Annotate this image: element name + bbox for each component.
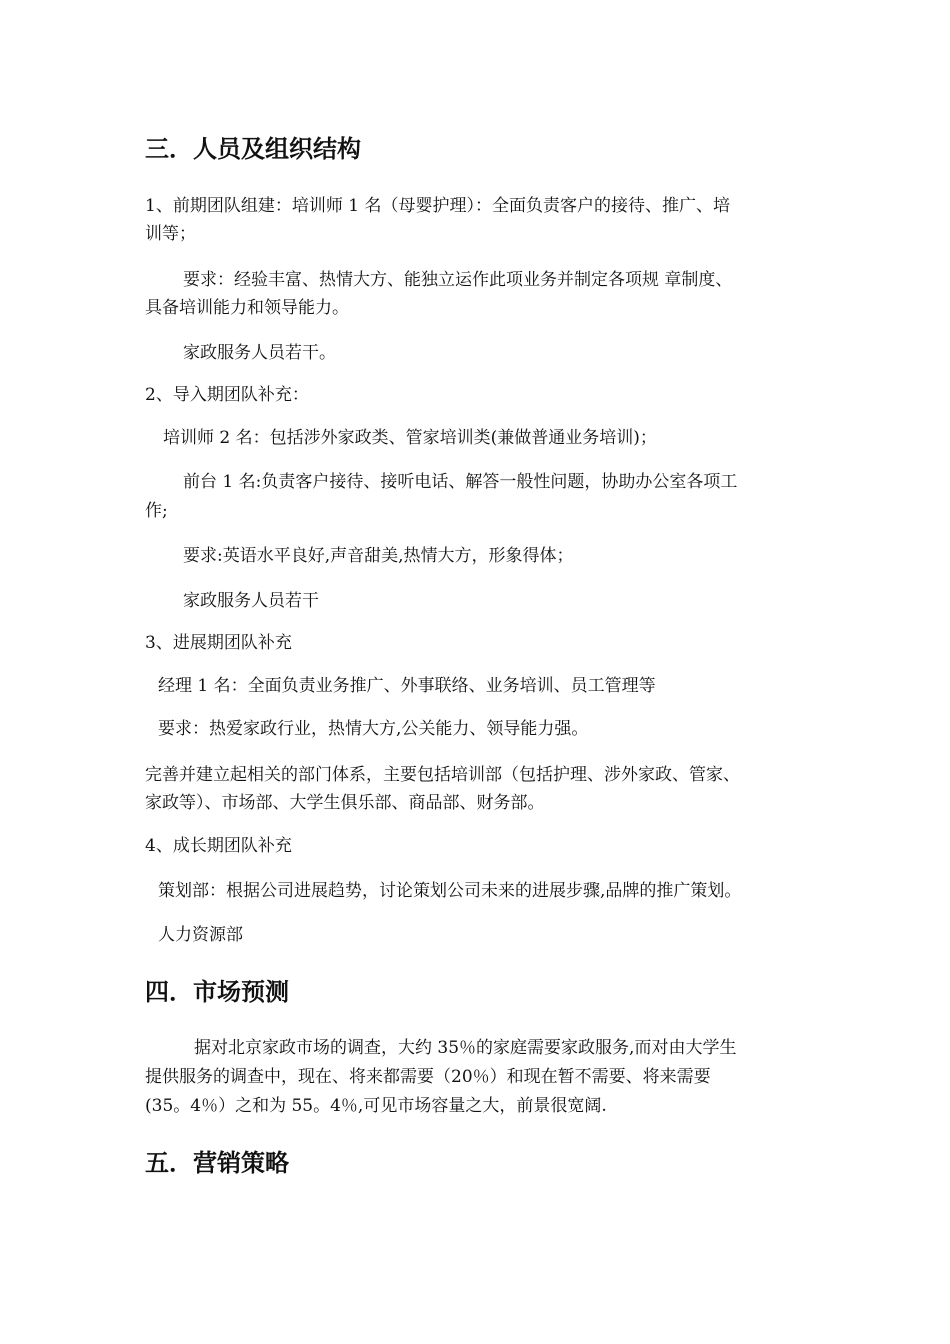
paragraph-line: 要求：热爱家政行业，热情大方,公关能力、领导能力强。 [158,719,589,739]
paragraph-line: 提供服务的调查中，现在、将来都需要（20％）和现在暂不需要、将来需要 [145,1067,711,1087]
paragraph-line: 2、导入期团队补充： [145,385,309,405]
paragraph-line: 前台 1 名:负责客户接待、接听电话、解答一般性问题，协助办公室各项工 [183,472,738,492]
paragraph-line: 策划部：根据公司进展趋势，讨论策划公司未来的进展步骤,品牌的推广策划。 [158,881,742,901]
paragraph-line: 人力资源部 [158,925,243,945]
paragraph-line: 3、进展期团队补充 [145,633,292,653]
paragraph-line: (35。4％）之和为 55。4％,可见市场容量之大，前景很宽阔. [145,1096,607,1116]
paragraph-line: 家政等）、市场部、大学生俱乐部、商品部、财务部。 [145,793,545,813]
paragraph-line: 要求：经验丰富、热情大方、能独立运作此项业务并制定各项规 章制度、 [183,270,733,290]
paragraph-line: 家政服务人员若干 [183,591,319,611]
section-heading-4: 四．市场预测 [145,977,289,1006]
paragraph-line: 经理 1 名：全面负责业务推广、外事联络、业务培训、员工管理等 [158,676,656,696]
section-heading-3: 三．人员及组织结构 [145,134,361,163]
paragraph-line: 1、前期团队组建：培训师 1 名（母婴护理）：全面负责客户的接待、推广、培 [145,196,730,216]
paragraph-line: 据对北京家政市场的调查，大约 35％的家庭需要家政服务,而对由大学生 [194,1038,737,1058]
paragraph-line: 4、成长期团队补充 [145,836,292,856]
paragraph-line: 完善并建立起相关的部门体系，主要包括培训部（包括护理、涉外家政、管家、 [145,765,740,785]
paragraph-line: 作; [145,501,168,521]
paragraph-line: 家政服务人员若干。 [183,343,336,363]
paragraph-line: 培训师 2 名：包括涉外家政类、管家培训类(兼做普通业务培训)； [163,428,657,448]
paragraph-line: 具备培训能力和领导能力。 [145,298,349,318]
section-heading-5: 五．营销策略 [145,1148,289,1177]
paragraph-line: 要求:英语水平良好,声音甜美,热情大方，形象得体； [183,546,574,566]
paragraph-line: 训等； [145,224,196,244]
